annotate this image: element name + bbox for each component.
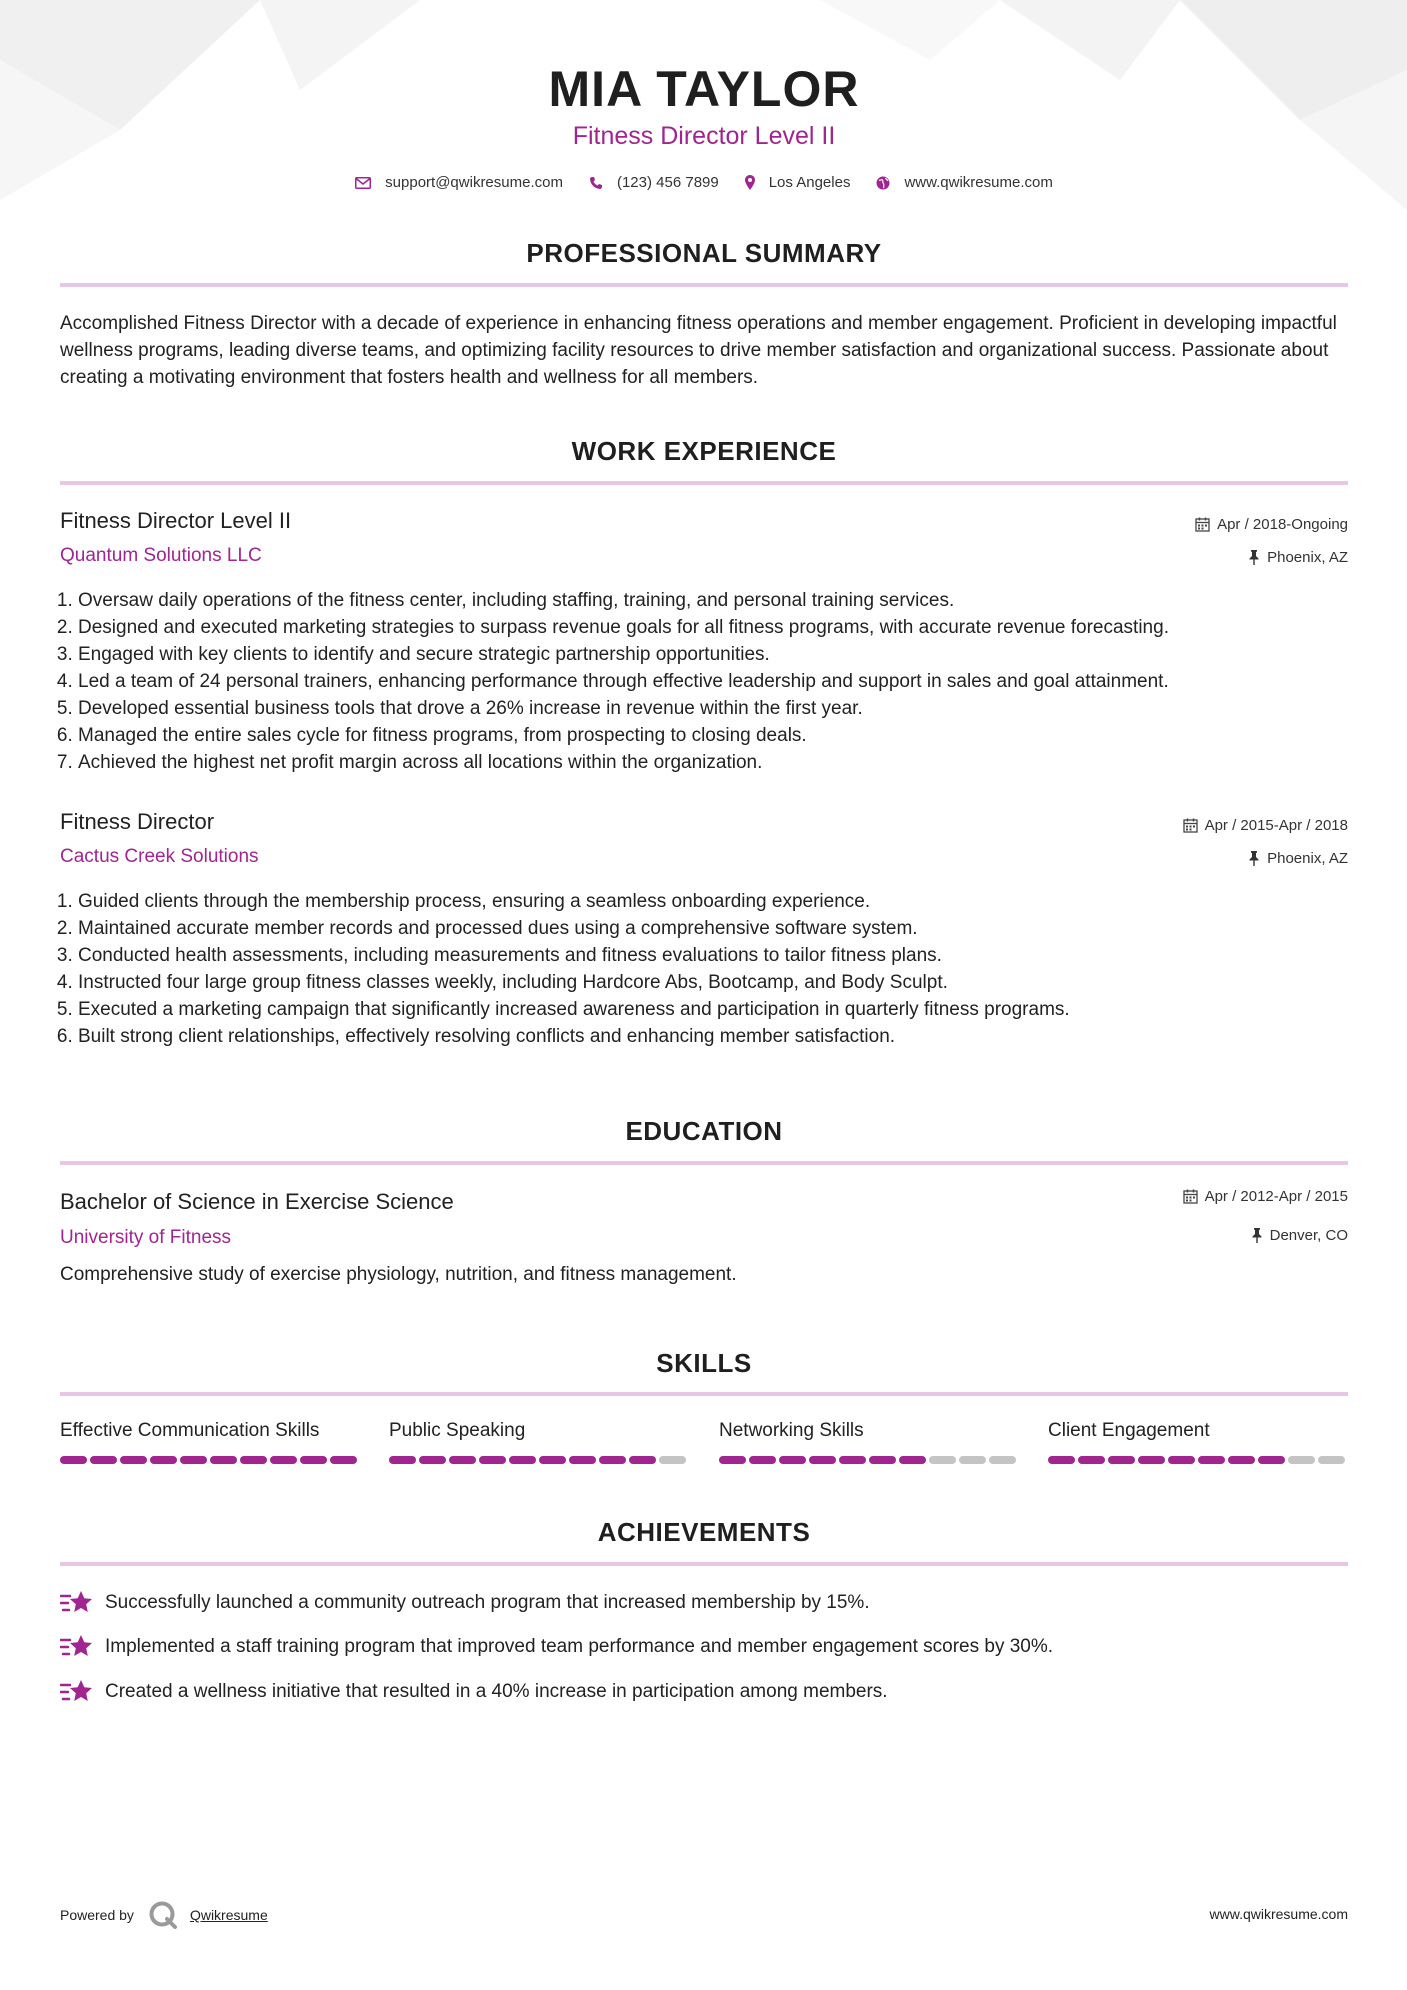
education-dates-text: Apr / 2012-Apr / 2015 bbox=[1204, 1188, 1348, 1205]
education-description: Comprehensive study of exercise physiology, nutrition, and fitness management. bbox=[60, 1264, 737, 1285]
skill-item bbox=[60, 1420, 360, 1464]
skill-segment-filled bbox=[839, 1456, 866, 1464]
education-degree: Bachelor of Science in Exercise Science bbox=[60, 1189, 454, 1214]
section-divider bbox=[60, 481, 1348, 485]
qwikresume-link[interactable]: Qwikresume bbox=[189, 1907, 268, 1923]
contact-phone-text: (123) 456 7899 bbox=[616, 174, 719, 191]
shooting-star-icon bbox=[60, 1590, 93, 1616]
skill-item bbox=[389, 1420, 689, 1464]
list-item: 7. Achieved the highest net profit margin across all locations within the organization. bbox=[78, 749, 1366, 776]
candidate-name: MIA TAYLOR bbox=[548, 61, 860, 117]
contact-phone[interactable] bbox=[589, 174, 719, 191]
skill-segment-filled bbox=[330, 1456, 357, 1464]
skill-segment-filled bbox=[629, 1456, 656, 1464]
skill-rating-bar bbox=[60, 1456, 360, 1464]
skill-segment-filled bbox=[270, 1456, 297, 1464]
job-company: Cactus Creek Solutions bbox=[60, 846, 259, 867]
skill-segment-filled bbox=[539, 1456, 566, 1464]
footer-powered-by bbox=[60, 1900, 268, 1930]
section-divider bbox=[60, 283, 1348, 287]
shooting-star-icon bbox=[60, 1679, 93, 1705]
contact-website-text: www.qwikresume.com bbox=[904, 174, 1053, 191]
section-title-skills: SKILLS bbox=[656, 1348, 752, 1378]
skill-segment-filled bbox=[449, 1456, 476, 1464]
skill-rating-bar bbox=[1048, 1456, 1348, 1464]
skill-segment-filled bbox=[389, 1456, 416, 1464]
job-company: Quantum Solutions LLC bbox=[60, 545, 262, 566]
skill-segment-empty bbox=[989, 1456, 1016, 1464]
calendar-icon bbox=[1183, 818, 1198, 833]
list-item: 6. Built strong client relationships, effectively resolving conflicts and enhancing member satisfaction. bbox=[78, 1023, 1366, 1050]
contact-email[interactable] bbox=[355, 174, 563, 191]
skill-segment-filled bbox=[1228, 1456, 1255, 1464]
list-item: 5. Developed essential business tools that drove a 26% increase in revenue within the first year. bbox=[78, 695, 1366, 722]
education-location bbox=[1251, 1227, 1348, 1244]
skill-segment-empty bbox=[1288, 1456, 1315, 1464]
list-item: 1. Guided clients through the membership process, ensuring a seamless onboarding experience. bbox=[78, 888, 1366, 915]
skill-segment-filled bbox=[210, 1456, 237, 1464]
skill-segment-filled bbox=[120, 1456, 147, 1464]
job-dates-text: Apr / 2015-Apr / 2018 bbox=[1204, 817, 1348, 834]
list-item: 3. Conducted health assessments, including measurements and fitness evaluations to tailor fitness plans. bbox=[78, 942, 1366, 969]
skill-segment-empty bbox=[959, 1456, 986, 1464]
skill-segment-filled bbox=[1078, 1456, 1105, 1464]
section-divider bbox=[60, 1392, 1348, 1396]
skill-item bbox=[1048, 1420, 1348, 1464]
job-title: Fitness Director Level II bbox=[60, 508, 292, 533]
pushpin-icon bbox=[1248, 851, 1260, 866]
skill-segment-filled bbox=[749, 1456, 776, 1464]
skill-segment-filled bbox=[899, 1456, 926, 1464]
section-title-achievements: ACHIEVEMENTS bbox=[597, 1517, 811, 1547]
achievement-text: Created a wellness initiative that resulted in a 40% increase in participation among members. bbox=[105, 1681, 888, 1702]
skill-segment-filled bbox=[479, 1456, 506, 1464]
education-location-text: Denver, CO bbox=[1269, 1227, 1348, 1244]
achievement-text: Successfully launched a community outreach program that increased membership by 15%. bbox=[105, 1592, 870, 1613]
qwikresume-logo-icon bbox=[148, 1900, 178, 1930]
skill-label: Client Engagement bbox=[1048, 1420, 1210, 1441]
calendar-icon bbox=[1195, 517, 1210, 532]
job-dates bbox=[1195, 516, 1348, 533]
achievement-text: Implemented a staff training program that improved team performance and member engagement scores by 30%. bbox=[105, 1636, 1054, 1657]
skill-segment-empty bbox=[659, 1456, 686, 1464]
header-background-shapes bbox=[0, 0, 1407, 240]
skill-segment-filled bbox=[90, 1456, 117, 1464]
skill-segment-filled bbox=[599, 1456, 626, 1464]
shooting-star-icon bbox=[60, 1634, 93, 1660]
skill-segment-filled bbox=[180, 1456, 207, 1464]
skill-segment-filled bbox=[300, 1456, 327, 1464]
section-divider bbox=[60, 1161, 1348, 1165]
skill-segment-filled bbox=[1198, 1456, 1225, 1464]
list-item: 5. Executed a marketing campaign that significantly increased awareness and participation in quarterly fitness programs. bbox=[78, 996, 1366, 1023]
pushpin-icon bbox=[1251, 1228, 1263, 1243]
skill-segment-filled bbox=[419, 1456, 446, 1464]
achievement-item bbox=[60, 1590, 870, 1616]
candidate-role: Fitness Director Level II bbox=[572, 122, 836, 150]
skill-segment-empty bbox=[1318, 1456, 1345, 1464]
skill-segment-filled bbox=[1168, 1456, 1195, 1464]
skill-segment-filled bbox=[1138, 1456, 1165, 1464]
job-location bbox=[1248, 850, 1348, 867]
job-bullet-list bbox=[60, 587, 1366, 776]
list-item: 4. Instructed four large group fitness classes weekly, including Hardcore Abs, Bootcamp, and Body Sculpt. bbox=[78, 969, 1366, 996]
skill-segment-filled bbox=[1258, 1456, 1285, 1464]
list-item: 2. Maintained accurate member records and processed dues using a comprehensive software system. bbox=[78, 915, 1366, 942]
job-location bbox=[1248, 549, 1348, 566]
skill-segment-filled bbox=[809, 1456, 836, 1464]
achievement-item bbox=[60, 1634, 1053, 1660]
phone-icon bbox=[589, 176, 603, 190]
envelope-icon bbox=[355, 177, 371, 189]
list-item: 1. Oversaw daily operations of the fitness center, including staffing, training, and personal training services. bbox=[78, 587, 1366, 614]
job-dates-text: Apr / 2018-Ongoing bbox=[1217, 516, 1348, 533]
contact-location-text: Los Angeles bbox=[768, 174, 851, 191]
map-marker-icon bbox=[745, 175, 755, 190]
globe-icon bbox=[876, 176, 890, 190]
skill-segment-filled bbox=[240, 1456, 267, 1464]
job-location-text: Phoenix, AZ bbox=[1267, 549, 1348, 566]
section-title-education: EDUCATION bbox=[625, 1116, 783, 1146]
skill-segment-filled bbox=[569, 1456, 596, 1464]
education-dates bbox=[1183, 1188, 1348, 1205]
skill-item bbox=[719, 1420, 1019, 1464]
summary-text: Accomplished Fitness Director with a decade of experience in enhancing fitness operations and member engagement. Proficient in developing impactful wellness programs, leading diverse teams, and optimizing facility resources to drive member satisfaction and organizational success. Passionate about creating a motivating environment that fosters health and wellness for all members. bbox=[60, 313, 1337, 388]
powered-by-label: Powered by bbox=[60, 1907, 134, 1923]
section-divider bbox=[60, 1562, 1348, 1566]
skill-rating-bar bbox=[719, 1456, 1019, 1464]
contact-location bbox=[745, 174, 851, 191]
section-title-summary: PROFESSIONAL SUMMARY bbox=[526, 238, 882, 268]
skill-segment-empty bbox=[929, 1456, 956, 1464]
skill-segment-filled bbox=[150, 1456, 177, 1464]
list-item: 6. Managed the entire sales cycle for fitness programs, from prospecting to closing deals. bbox=[78, 722, 1366, 749]
skill-segment-filled bbox=[1108, 1456, 1135, 1464]
job-dates bbox=[1183, 817, 1348, 834]
skill-segment-filled bbox=[1048, 1456, 1075, 1464]
section-title-experience: WORK EXPERIENCE bbox=[571, 436, 837, 466]
skill-segment-filled bbox=[779, 1456, 806, 1464]
skill-rating-bar bbox=[389, 1456, 689, 1464]
footer-website[interactable]: www.qwikresume.com bbox=[1209, 1906, 1348, 1922]
skill-segment-filled bbox=[869, 1456, 896, 1464]
job-location-text: Phoenix, AZ bbox=[1267, 850, 1348, 867]
skill-segment-filled bbox=[719, 1456, 746, 1464]
skill-label: Public Speaking bbox=[389, 1420, 526, 1441]
job-title: Fitness Director bbox=[60, 809, 215, 834]
skill-segment-filled bbox=[60, 1456, 87, 1464]
contact-bar bbox=[60, 174, 1348, 191]
list-item: 4. Led a team of 24 personal trainers, enhancing performance through effective leadership and support in sales and goal attainment. bbox=[78, 668, 1366, 695]
skill-label: Networking Skills bbox=[719, 1420, 864, 1441]
skill-label: Effective Communication Skills bbox=[60, 1420, 320, 1441]
education-school: University of Fitness bbox=[60, 1227, 232, 1248]
pushpin-icon bbox=[1248, 550, 1260, 565]
job-bullet-list bbox=[60, 888, 1366, 1050]
calendar-icon bbox=[1183, 1189, 1198, 1204]
contact-website[interactable] bbox=[876, 174, 1052, 191]
achievement-item bbox=[60, 1679, 888, 1705]
list-item: 3. Engaged with key clients to identify and secure strategic partnership opportunities. bbox=[78, 641, 1366, 668]
skill-segment-filled bbox=[509, 1456, 536, 1464]
list-item: 2. Designed and executed marketing strategies to surpass revenue goals for all fitness programs, with accurate revenue forecasting. bbox=[78, 614, 1366, 641]
contact-email-text: support@qwikresume.com bbox=[385, 174, 563, 191]
